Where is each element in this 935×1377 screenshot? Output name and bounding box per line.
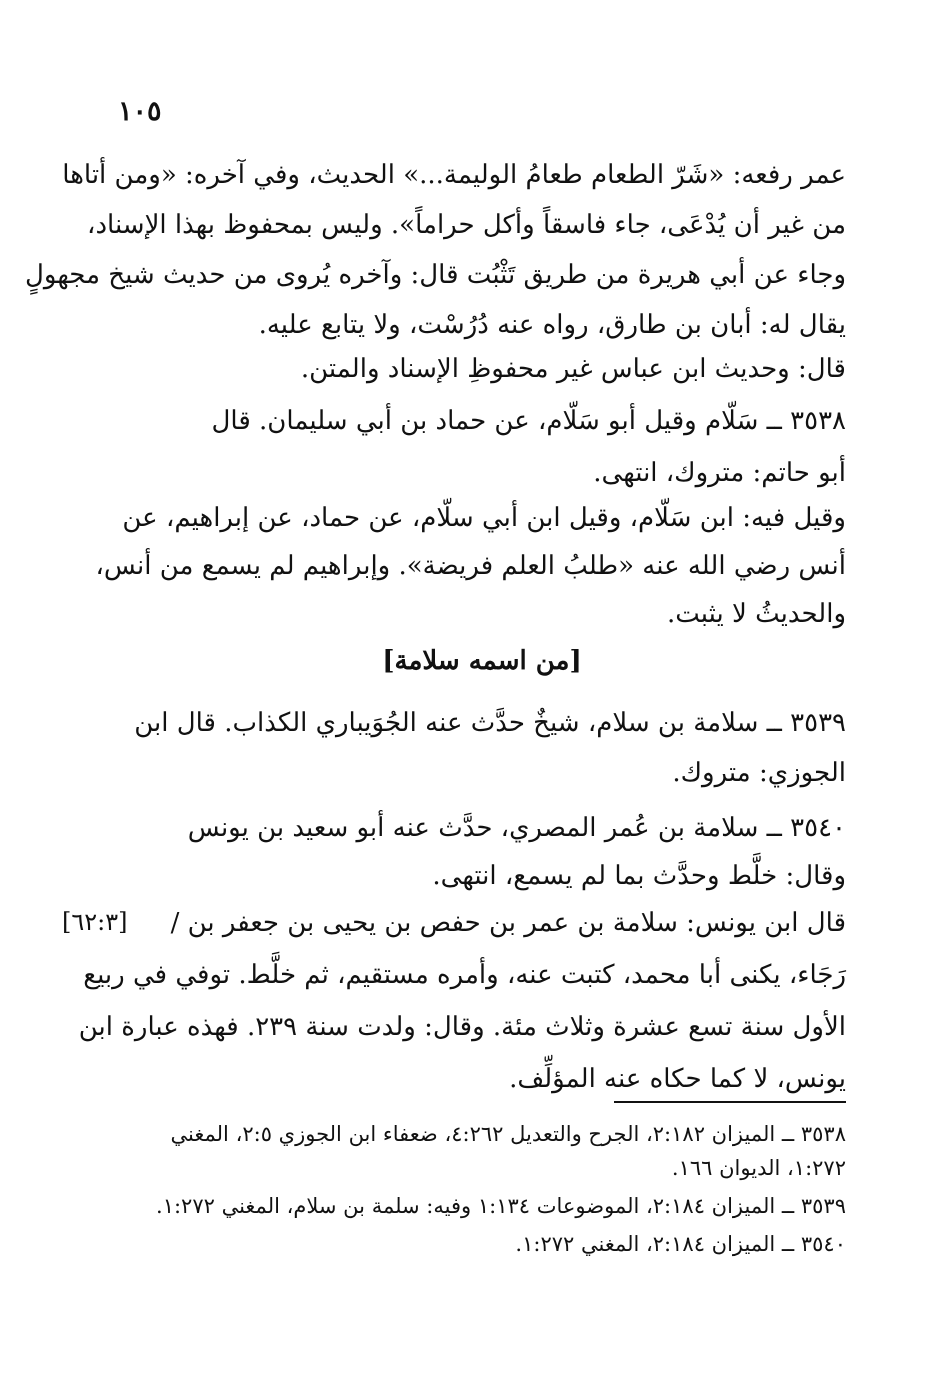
- text-line: قال ابن يونس: سلامة بن عمر بن حفص بن يحيى بن جعفر بن /: [170, 908, 846, 938]
- paragraph-4: [95, 494, 846, 638]
- text-line: والحديثُ لا يثبت.: [667, 599, 846, 629]
- footnote-3540: [118, 1227, 846, 1261]
- paragraph-2: [118, 346, 846, 392]
- footnotes: [118, 1117, 846, 1265]
- entry-3538: [118, 395, 846, 499]
- text-line: عمر رفعه: «شَرّ الطعام طعامُ الوليمة...» الحديث، وفي آخره: «ومن أتاها: [62, 160, 846, 190]
- footnote-line: ٣٥٣٩ ــ الميزان ٢:١٨٤، الموضوعات ١:١٣٤ وفيه: سلمة بن سلام، المغني ١:٢٧٢.: [156, 1194, 846, 1218]
- text-line: ٣٥٣٩ ــ سلامة بن سلام، شيخٌ حدَّث عنه الجُوَيباري الكذاب. قال ابن: [134, 708, 846, 738]
- text-line: قال: وحديث ابن عباس غير محفوظِ الإسناد والمتن.: [300, 354, 846, 384]
- footnote-line: ١:٢٧٢، الديوان ١٦٦.: [671, 1156, 846, 1180]
- paragraph-1: [25, 150, 846, 350]
- footnote-line: ٣٥٣٨ ــ الميزان ٢:١٨٢، الجرح والتعديل ٤:٢٦٢، ضعفاء ابن الجوزي ٢:٥، المغني: [170, 1122, 846, 1146]
- text-line: ٣٥٣٨ ــ سَلّام وقيل أبو سَلّام، عن حماد بن أبي سليمان. قال: [211, 406, 846, 436]
- text-line: الجوزي: متروك.: [672, 758, 846, 788]
- text-line: وقيل فيه: ابن سَلّام، وقيل ابن أبي سلّام، عن حماد، عن إبراهيم، عن: [122, 503, 846, 533]
- entry-3539: [118, 698, 846, 798]
- section-heading: [من اسمه سلامة]: [382, 646, 582, 676]
- text-line: يقال له: أبان بن طارق، رواه عنه دُرُسْت، ولا يتابع عليه.: [258, 310, 846, 340]
- footnote-divider: [614, 1101, 846, 1103]
- text-line: ٣٥٤٠ ــ سلامة بن عُمر المصري، حدَّث عنه أبو سعيد بن يونس: [187, 813, 846, 843]
- text-line: الأول سنة تسع عشرة وثلاث مئة. وقال: ولدت سنة ٢٣٩. فهذه عبارة ابن: [78, 1012, 846, 1042]
- text-line: من غير أن يُدْعَى، جاء فاسقاً وأكل حراماً». وليس بمحفوظ بهذا الإسناد،: [87, 210, 846, 240]
- text-line: وجاء عن أبي هريرة من طريق تَثْبُت قال: وآخره يُروى من حديث شيخ مجهولٍ: [25, 260, 846, 290]
- text-line: وقال: خلَّط وحدَّث بما لم يسمع، انتهى.: [432, 861, 846, 891]
- entry-3540: [118, 804, 846, 900]
- footnote-line: ٣٥٤٠ ــ الميزان ٢:١٨٤، المغني ١:٢٧٢.: [515, 1232, 846, 1256]
- page-number: ١٠٥: [118, 96, 162, 127]
- footnote-3538: [118, 1117, 846, 1185]
- text-line: أنس رضي الله عنه «طلبُ العلم فريضة». وإبراهيم لم يسمع من أنس،: [95, 551, 846, 581]
- text-line: يونس، لا كما حكاه عنه المؤلِّف.: [509, 1064, 846, 1094]
- margin-page-reference: [٦٢:٣]: [62, 908, 128, 936]
- text-line: رَجَاء، يكنى أبا محمد، كتبت عنه، وأمره مستقيم، ثم خلَّط. توفي في ربيع: [83, 960, 846, 990]
- text-line: أبو حاتم: متروك، انتهى.: [593, 458, 846, 488]
- footnote-3539: [118, 1189, 846, 1223]
